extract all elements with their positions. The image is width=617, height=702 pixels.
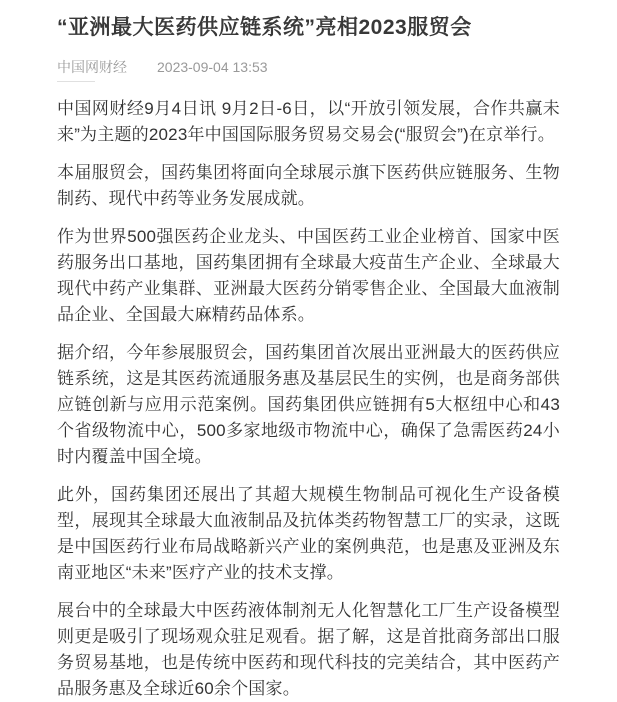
source-underline-divider: [57, 81, 95, 82]
article-paragraph: 中国网财经9月4日讯 9月2日-6日，以“开放引领发展，合作共赢未来”为主题的2023年中国国际服务贸易交易会(“服贸会”)在京举行。: [57, 99, 560, 145]
article-body: [57, 96, 560, 702]
article-title: “亚洲最大医药供应链系统”亮相2023服贸会: [57, 16, 472, 39]
article-paragraph: 据介绍，今年参展服贸会，国药集团首次展出亚洲最大的医药供应链系统，这是其医药流通服务惠及基层民生的实例，也是商务部供应链创新与应用示范案例。国药集团供应链拥有5大枢纽中心和43个省级物流中心，500多家地级市物流中心，确保了急需医药24小时内覆盖中国全境。: [57, 343, 560, 467]
article-paragraph: 展台中的全球最大中医药液体制剂无人化智慧化工厂生产设备模型则更是吸引了现场观众驻足观看。据了解，这是首批商务部出口服务贸易基地，也是传统中医药和现代科技的完美结合，其中医药产品服务惠及全球近60余个国家。: [57, 601, 560, 699]
article-publish-time: 2023-09-04 13:53: [157, 59, 268, 76]
article-source-wrap: [57, 58, 127, 82]
article-meta: [57, 58, 560, 82]
article-source: 中国网财经: [57, 59, 127, 76]
article-paragraph: 本届服贸会，国药集团将面向全球展示旗下医药供应链服务、生物制药、现代中药等业务发展成就。: [57, 163, 560, 209]
article-paragraph: 作为世界500强医药企业龙头、中国医药工业企业榜首、国家中医药服务出口基地，国药集团拥有全球最大疫苗生产企业、全球最大现代中药产业集群、亚洲最大医药分销零售企业、全国最大血液制品企业、全国最大麻精药品体系。: [57, 227, 560, 325]
article-paragraph: 此外，国药集团还展出了其超大规模生物制品可视化生产设备模型，展现其全球最大血液制品及抗体类药物智慧工厂的实录，这既是中国医药行业布局战略新兴产业的案例典范，也是惠及亚洲及东南亚地区“未来”医疗产业的技术支撑。: [57, 485, 560, 583]
